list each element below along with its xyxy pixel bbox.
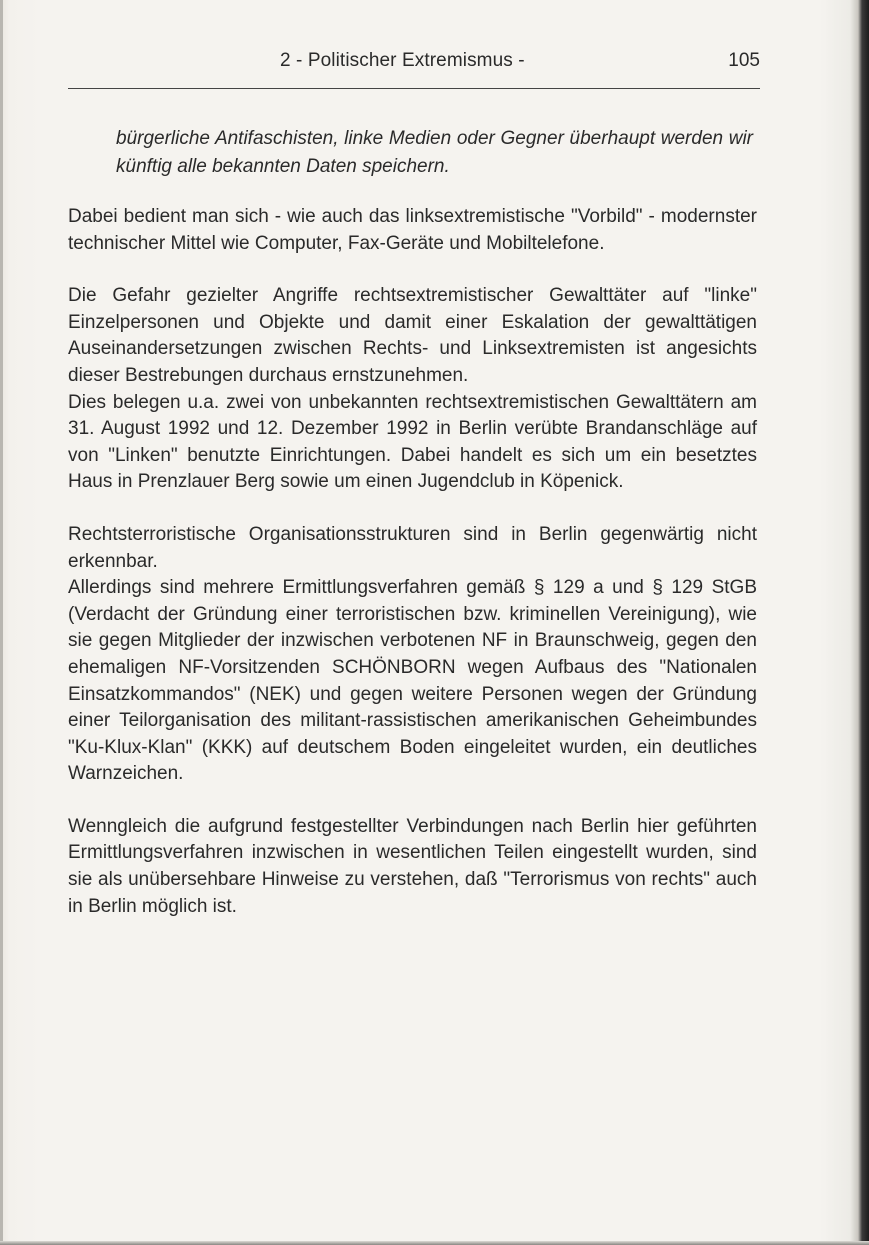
page-number: 105 xyxy=(728,50,760,71)
page-body xyxy=(68,125,757,920)
quote-paragraph: bürgerliche Antifaschisten, linke Medien oder Gegner überhaupt werden wir künftig alle bekannten Daten speichern. xyxy=(116,128,753,177)
page-left-edge xyxy=(0,0,3,1245)
paragraph-conclusion: Wenngleich die aufgrund festgestellter Verbindungen nach Berlin hier geführten Ermittlungsverfahren inzwischen in wesentlichen Teilen eingestellt wurden, sind sie als unübersehbare Hinweise zu verstehen, daß "Terrorismus von rechts" auch in Berlin möglich ist. xyxy=(68,815,757,917)
paragraph-arson-attacks: Dies belegen u.a. zwei von unbekannten rechtsextremistischen Gewalttätern am 31. August 1992 und 12. Dezember 1992 in Berlin verübte Brandanschläge auf von "Linken" benutzte Einrichtungen. Dabei handelt es sich um ein besetztes Haus in Prenzlauer Berg sowie um einen Jugendclub in Köpenick. xyxy=(68,391,757,493)
paragraph-technical-means: Dabei bedient man sich - wie auch das linksextremistische "Vorbild" - modernster technischer Mittel wie Computer, Fax-Geräte und Mobiltelefone. xyxy=(68,206,757,254)
paragraph-investigations: Allerdings sind mehrere Ermittlungsverfahren gemäß § 129 a und § 129 StGB (Verdacht der Gründung einer terroristischen bzw. kriminellen Vereinigung), wie sie gegen Mitglieder der inzwischen verbotenen NF in Braunschweig, gegen den ehemaligen NF-Vorsitzenden SCHÖNBORN wegen Aufbaus des "Nationalen Einsatzkommandos" (NEK) und gegen weitere Personen wegen der Gründung einer Teilorganisation des militant-rassistischen amerikanischen Geheimbundes "Ku-Klux-Klan" (KKK) auf deutschem Boden eingeleitet wurden, ein deutliches Warnzeichen. xyxy=(68,577,757,785)
paragraph-terror-structures: Rechtsterroristische Organisationsstrukturen sind in Berlin gegenwärtig nicht erkennbar. xyxy=(68,523,757,572)
header-rule xyxy=(68,88,760,89)
running-title: 2 - Politischer Extremismus - xyxy=(280,50,525,71)
page-header xyxy=(68,46,760,76)
page-bottom-edge xyxy=(0,1241,869,1245)
paragraph-danger-of-attacks: Die Gefahr gezielter Angriffe rechtsextremistischer Gewalttäter auf "linke" Einzelpersonen und Objekte und damit einer Eskalation der gewalttätigen Auseinandersetzungen zwischen Rechts- und Linksextremisten ist angesichts dieser Bestrebungen durchaus ernstzunehmen. xyxy=(68,285,757,386)
